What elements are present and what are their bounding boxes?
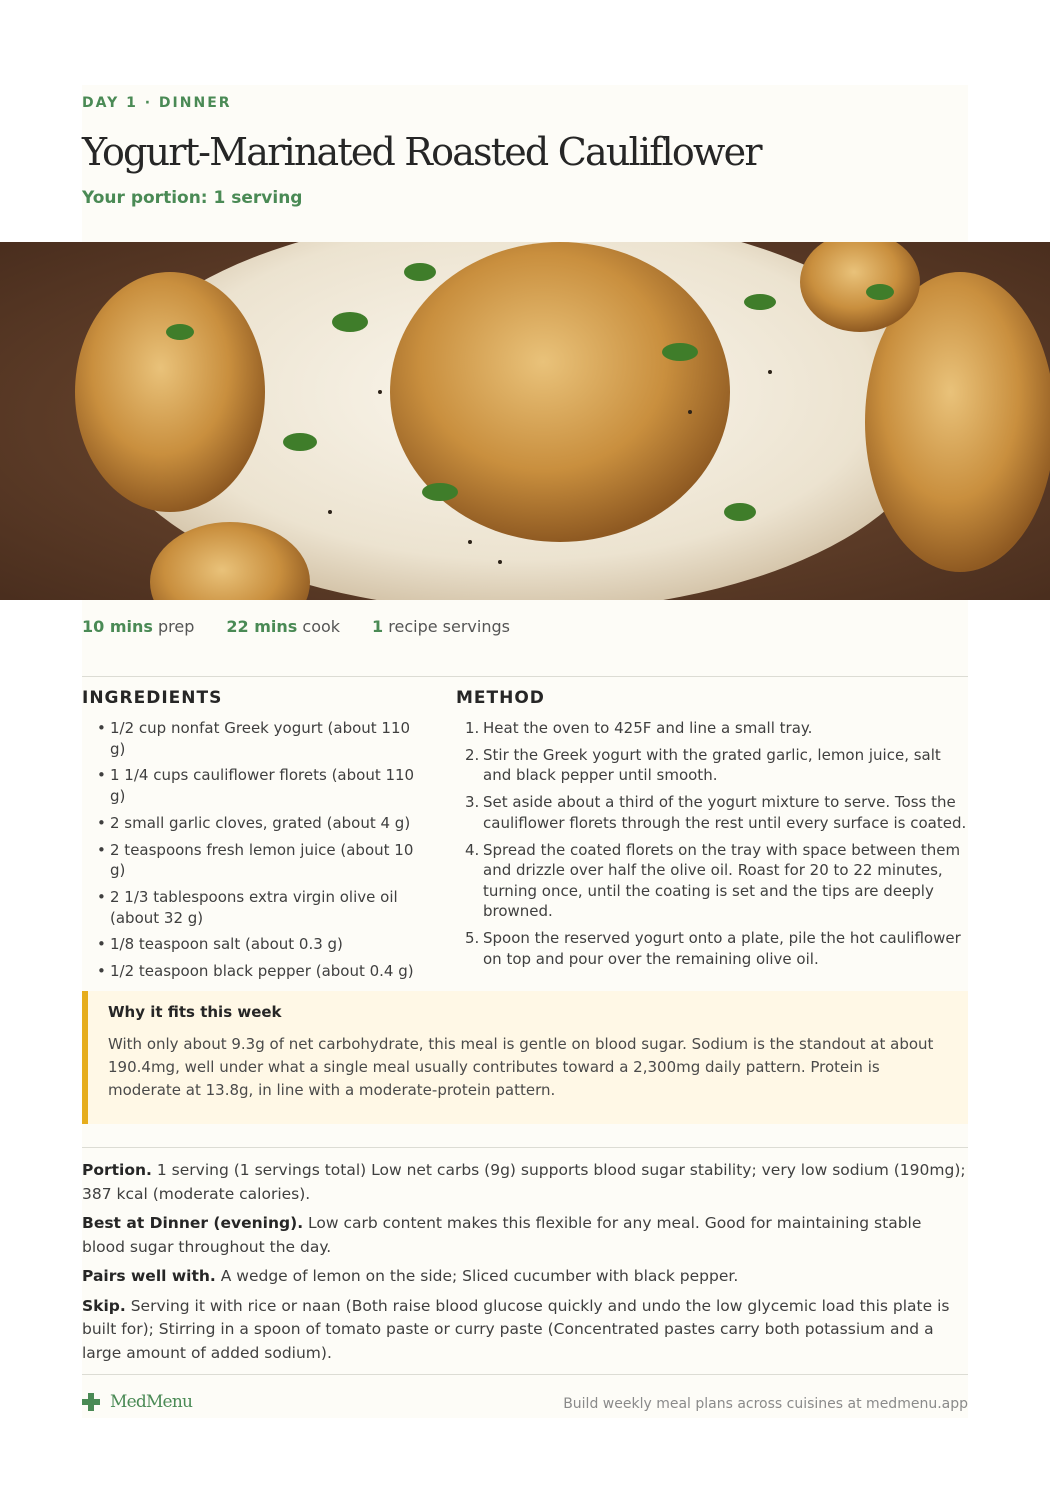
hero-food-photo (0, 242, 1050, 600)
cook-time: 22 mins cook (226, 617, 341, 636)
ingredients-heading: INGREDIENTS (82, 688, 223, 708)
list-item: • 1/8 teaspoon salt (about 0.3 g) (82, 934, 427, 955)
recipe-title: Yogurt-Marinated Roasted Cauliflower (82, 130, 761, 174)
method-step: 1. Heat the oven to 425F and line a small tray. (465, 719, 813, 737)
list-item: • 2 1/3 tablespoons extra virgin olive oil (about 32 g) (82, 887, 427, 928)
divider (82, 1374, 968, 1375)
list-item: • 2 small garlic cloves, grated (about 4 g) (82, 813, 427, 834)
meal-eyebrow: DAY 1 · DINNER (82, 95, 232, 111)
pairs-well-note: Pairs well with. A wedge of lemon on the side; Sliced cucumber with black pepper. (82, 1267, 739, 1285)
medical-cross-icon (82, 1393, 100, 1411)
footer-tagline: Build weekly meal plans across cuisines at medmenu.app (563, 1396, 968, 1412)
callout-title: Why it fits this week (108, 1003, 282, 1021)
divider (82, 676, 968, 677)
method-step: 2. Stir the Greek yogurt with the grated garlic, lemon juice, salt and black pepper until smooth. (465, 745, 941, 785)
method-step: 5. Spoon the reserved yogurt onto a plate, pile the hot cauliflower on top and pour over the remaining olive oil. (465, 929, 961, 968)
method-step: 4. Spread the coated florets on the tray with space between them and drizzle over half the olive oil. Roast for 20 to 22 minutes, turning once, until the coating is set and the tips are deeply browned. (465, 840, 961, 921)
method-steps (456, 718, 968, 975)
list-item: • 1 1/4 cups cauliflower florets (about 110 g) (82, 765, 427, 806)
recipe-notes (82, 1159, 968, 1371)
method-heading: METHOD (456, 688, 545, 708)
method-step: 3. Set aside about a third of the yogurt mixture to serve. Toss the cauliflower florets through the rest until every surface is coated. (465, 793, 967, 832)
why-it-fits-callout (82, 991, 968, 1124)
callout-body: With only about 9.3g of net carbohydrate, this meal is gentle on blood sugar. Sodium is the standout at about 190.4mg, well under what a single meal usually contributes toward a 2,300mg daily pattern. Protein is moderate at 13.8g, in line with a moderate-protein pattern. (108, 1035, 934, 1099)
prep-time: 10 mins prep (82, 617, 195, 636)
list-item: • 2 teaspoons fresh lemon juice (about 10 g) (82, 840, 427, 881)
skip-note: Skip. Serving it with rice or naan (Both raise blood glucose quickly and undo the low glycemic load this plate is built for); Stirring in a spoon of tomato paste or curry paste (Concentrated pastes carry both potassium and a large amount of added sodium). (82, 1296, 950, 1362)
list-item: • 1/2 teaspoon black pepper (about 0.4 g) (82, 961, 427, 982)
list-item: • 1/2 cup nonfat Greek yogurt (about 110 g) (82, 718, 427, 759)
recipe-stats (82, 617, 542, 636)
recipe-servings: 1 recipe servings (372, 617, 510, 636)
portion-line: Your portion: 1 serving (82, 188, 303, 208)
brand-name: MedMenu (110, 1392, 193, 1412)
best-at-note: Best at Dinner (evening). Low carb content makes this flexible for any meal. Good for maintaining stable blood sugar throughout the day. (82, 1214, 922, 1256)
portion-note: Portion. 1 serving (1 servings total) Low net carbs (9g) supports blood sugar stability; very low sodium (190mg); 387 kcal (moderate calories). (82, 1161, 966, 1203)
ingredients-list (82, 718, 427, 988)
brand-logo (82, 1392, 192, 1412)
divider (82, 1147, 968, 1148)
